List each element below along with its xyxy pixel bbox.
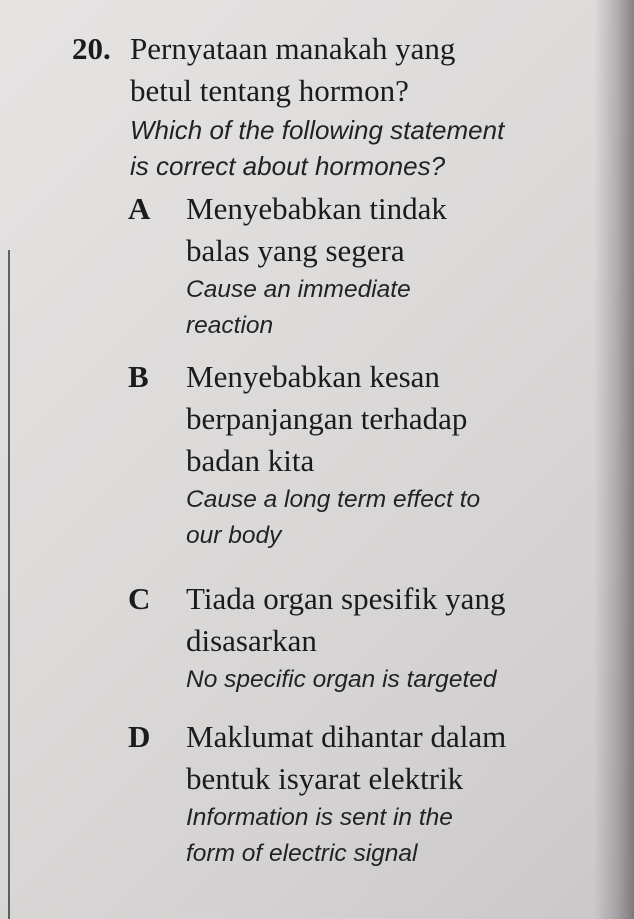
question-malay-text: Pernyataan manakah yang xyxy=(130,31,456,66)
option-english-line: form of electric signal xyxy=(186,840,418,867)
option-malay-line: balas yang segera xyxy=(186,233,405,268)
option-english-line: reaction xyxy=(186,312,274,339)
option-d[interactable] xyxy=(128,716,608,872)
option-body xyxy=(186,188,608,344)
option-letter: D xyxy=(128,719,151,754)
option-body xyxy=(186,716,608,872)
option-malay-line: disasarkan xyxy=(186,623,317,658)
option-malay-line: bentuk isyarat elektrik xyxy=(186,761,464,796)
option-malay-line: Menyebabkan tindak xyxy=(186,191,447,226)
question-malay-line: betul tentang hormon? xyxy=(130,73,409,108)
option-malay-line: berpanjangan terhadap xyxy=(186,401,468,436)
option-english-line: Cause an immediate xyxy=(186,276,411,303)
option-malay-line: Menyebabkan kesan xyxy=(186,359,440,394)
question-english-line: is correct about hormones? xyxy=(130,151,446,181)
option-c[interactable] xyxy=(128,578,608,698)
option-english-line: No specific organ is targeted xyxy=(186,666,497,693)
option-malay-line: badan kita xyxy=(186,443,315,478)
option-body xyxy=(186,356,608,554)
option-letter: A xyxy=(128,191,151,226)
option-english-line: Information is sent in the xyxy=(186,804,453,831)
question-malay-line xyxy=(72,28,612,70)
option-a[interactable] xyxy=(128,188,608,344)
question-number: 20. xyxy=(72,31,111,66)
option-malay-line: Maklumat dihantar dalam xyxy=(186,719,507,754)
option-letter: B xyxy=(128,359,149,394)
margin-rule xyxy=(8,250,10,919)
question-english-line: Which of the following statement xyxy=(130,115,505,145)
option-english-line: our body xyxy=(186,522,282,549)
option-malay-line: Tiada organ spesifik yang xyxy=(186,581,506,616)
option-english-line: Cause a long term effect to xyxy=(186,486,481,513)
option-b[interactable] xyxy=(128,356,608,554)
option-letter: C xyxy=(128,581,151,616)
option-body xyxy=(186,578,608,698)
question-block xyxy=(72,28,612,184)
